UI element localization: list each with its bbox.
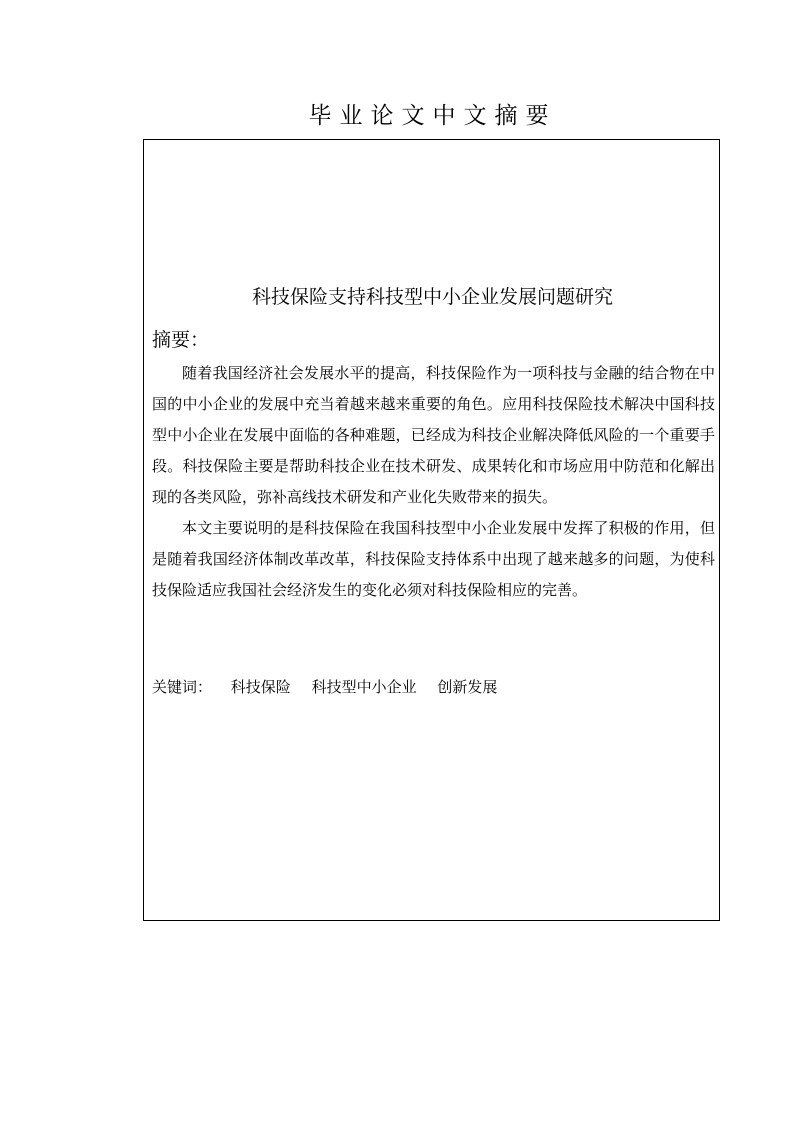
abstract-frame bbox=[143, 139, 720, 921]
paper-title: 科技保险支持科技型中小企业发展问题研究 bbox=[251, 286, 613, 308]
abstract-paragraph: 随着我国经济社会发展水平的提高，科技保险作为一项科技与金融的结合物在中国的中小企业的发展中充当着越来越来重要的角色。应用科技保险技术解决中国科技型中小企业在发展中面临的各种难题，已经成为科技企业解决降低风险的一个重要手段。科技保险主要是帮助科技企业在技术研发、成果转化和市场应用中防范和化解出现的各类风险，弥补高线技术研发和产业化失败带来的损失。 bbox=[152, 364, 715, 506]
keywords-label: 关键词： bbox=[152, 678, 213, 696]
abstract-label: 摘要： bbox=[152, 329, 210, 351]
keyword-item: 科技保险 bbox=[230, 678, 291, 696]
page-heading: 毕业论文中文摘要 bbox=[308, 103, 557, 129]
keywords-line bbox=[152, 672, 513, 703]
abstract-paragraph: 本文主要说明的是科技保险在我国科技型中小企业发展中发挥了积极的作用，但是随着我国经济体制改革改革，科技保险支持体系中出现了越来越多的问题，为使科技保险适应我国社会经济发生的变化必须对科技保险相应的完善。 bbox=[152, 519, 715, 599]
abstract-body bbox=[152, 358, 715, 606]
keyword-item: 创新发展 bbox=[437, 678, 498, 696]
keyword-item: 科技型中小企业 bbox=[311, 678, 417, 696]
